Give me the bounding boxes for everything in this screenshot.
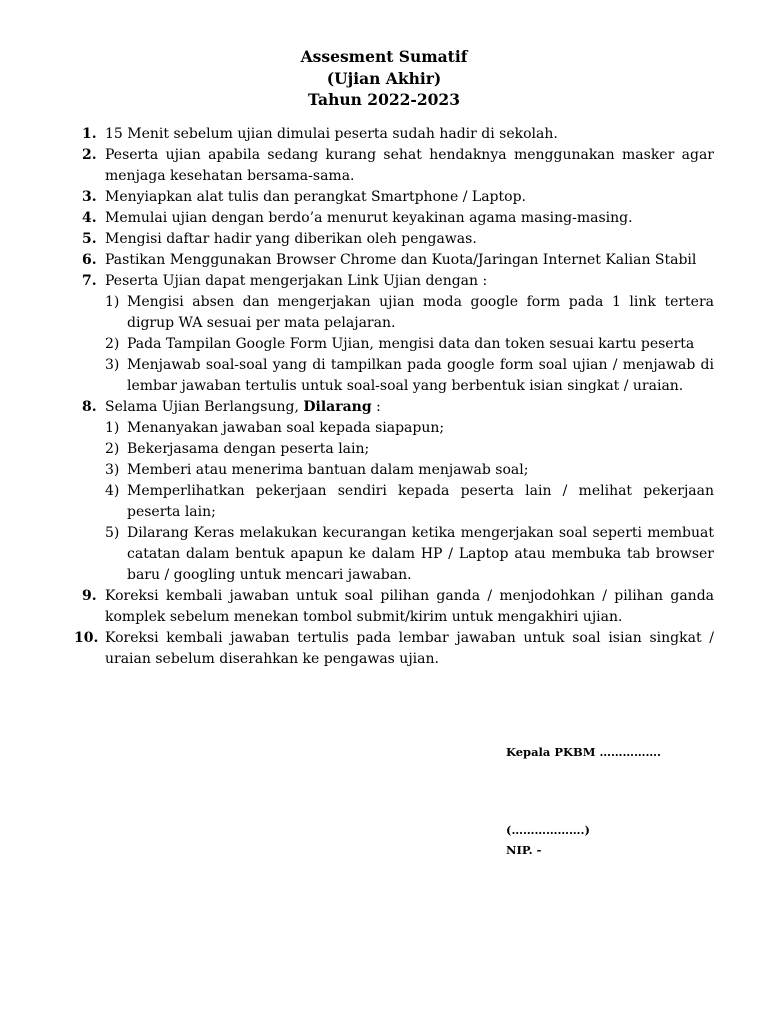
rule-number: 3. (82, 189, 97, 205)
rule-text: Menyiapkan alat tulis dan perangkat Smartphone / Laptop. (105, 189, 526, 205)
sub-number: 3) (105, 462, 120, 478)
rule-number: 1. (82, 126, 97, 142)
sub-item (105, 355, 714, 397)
title-line-2: (Ujian Akhir) (326, 68, 442, 88)
signature-nip: NIP. - (506, 843, 542, 857)
rule-number: 9. (82, 588, 97, 604)
rule-item (82, 208, 714, 229)
sub-text: Mengisi absen dan mengerjakan ujian moda google form pada 1 link tertera digrup WA sesuai per mata pelajaran. (127, 294, 714, 331)
sub-text: Memberi atau menerima bantuan dalam menjawab soal; (127, 462, 529, 478)
rule-number: 4. (82, 210, 97, 226)
sub-item (105, 460, 714, 481)
rule-number: 10. (74, 630, 99, 646)
rule-text-after: : (371, 399, 381, 415)
sub-item (105, 439, 714, 460)
rule-item (82, 397, 714, 586)
title-line-3: Tahun 2022-2023 (307, 90, 460, 109)
signature-heading: Kepala PKBM ……………. (506, 745, 661, 759)
rule-item (74, 628, 714, 670)
sub-text: Memperlihatkan pekerjaan sendiri kepada peserta lain / melihat pekerjaan peserta lain; (127, 483, 714, 520)
rule-number: 7. (82, 273, 97, 289)
rule-text: Koreksi kembali jawaban tertulis pada lembar jawaban untuk soal isian singkat / uraian sebelum diserahkan ke pengawas ujian. (105, 630, 714, 667)
sub-item (105, 481, 714, 523)
rule-text: Pastikan Menggunakan Browser Chrome dan Kuota/Jaringan Internet Kalian Stabil (105, 252, 697, 268)
rule-text-bold: Dilarang (303, 399, 372, 415)
sub-number: 2) (105, 441, 120, 457)
rule-text: Mengisi daftar hadir yang diberikan oleh pengawas. (105, 231, 477, 247)
sub-number: 4) (105, 483, 120, 499)
rule-number: 6. (82, 252, 97, 268)
title-line-1: Assesment Sumatif (300, 47, 468, 66)
sub-number: 3) (105, 357, 120, 373)
rule-item (82, 229, 714, 250)
sub-text: Pada Tampilan Google Form Ujian, mengisi data dan token sesuai kartu peserta (127, 336, 695, 352)
rule-text-before: Selama Ujian Berlangsung, (105, 399, 304, 415)
sub-list (105, 418, 714, 586)
sub-text: Bekerjasama dengan peserta lain; (127, 441, 370, 457)
sub-item (105, 523, 714, 586)
sub-number: 1) (105, 294, 120, 310)
rule-text: 15 Menit sebelum ujian dimulai peserta sudah hadir di sekolah. (105, 126, 558, 142)
rule-item (82, 250, 714, 271)
document-title (0, 46, 768, 111)
rule-item (82, 187, 714, 208)
rule-text: Memulai ujian dengan berdo’a menurut keyakinan agama masing-masing. (105, 210, 633, 226)
sub-text: Dilarang Keras melakukan kecurangan ketika mengerjakan soal seperti membuat catatan dalam bentuk apapun ke dalam HP / Laptop atau membuka tab browser baru / googling untuk mencari jawaban. (127, 525, 714, 583)
sub-list (105, 292, 714, 397)
rule-number: 8. (82, 399, 97, 415)
sub-number: 2) (105, 336, 120, 352)
rule-item (82, 271, 714, 397)
sub-number: 1) (105, 420, 120, 436)
rule-item (82, 586, 714, 628)
sub-text: Menanyakan jawaban soal kepada siapapun; (127, 420, 445, 436)
rule-text: Koreksi kembali jawaban untuk soal pilihan ganda / menjodohkan / pilihan ganda komplek sebelum menekan tombol submit/kirim untuk mengakhiri ujian. (105, 588, 714, 625)
sub-item (105, 418, 714, 439)
signature-name-placeholder: (……………….) (506, 823, 590, 837)
rule-item (82, 124, 714, 145)
sub-item (105, 334, 714, 355)
rule-number: 5. (82, 231, 97, 247)
sub-number: 5) (105, 525, 120, 541)
rule-text: Peserta ujian apabila sedang kurang sehat hendaknya menggunakan masker agar menjaga kesehatan bersama-sama. (105, 147, 714, 184)
rule-number: 2. (82, 147, 97, 163)
rules-list (74, 124, 714, 670)
rule-text: Peserta Ujian dapat mengerjakan Link Ujian dengan : (105, 273, 488, 289)
sub-text: Menjawab soal-soal yang di tampilkan pada google form soal ujian / menjawab di lembar jawaban tertulis untuk soal-soal yang berbentuk isian singkat / uraian. (127, 357, 714, 394)
rule-item (82, 145, 714, 187)
sub-item (105, 292, 714, 334)
